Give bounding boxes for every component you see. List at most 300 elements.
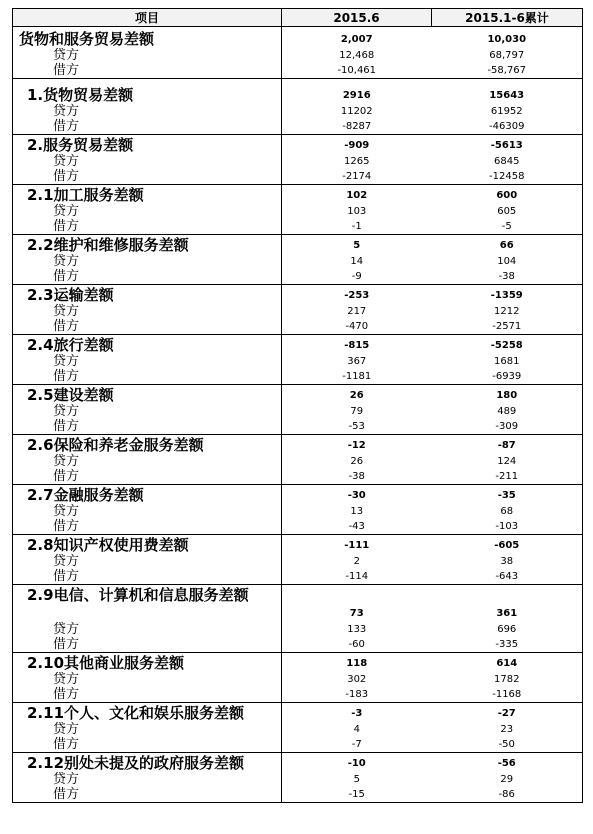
month-value: -10 bbox=[347, 758, 366, 769]
cumulative-value-cell bbox=[432, 435, 583, 455]
cumulative-value: -87 bbox=[497, 440, 516, 451]
cumulative-debit-value: -5 bbox=[501, 221, 512, 232]
month-credit-value: 14 bbox=[350, 256, 364, 267]
table-row-group bbox=[13, 385, 583, 435]
cumulative-credit-value: 696 bbox=[497, 624, 517, 635]
month-value-cell bbox=[282, 585, 432, 623]
month-value-cell bbox=[282, 285, 432, 305]
month-credit-cell bbox=[282, 304, 432, 319]
credit-label: 贷方 bbox=[53, 772, 80, 787]
cumulative-credit-cell bbox=[432, 404, 583, 419]
table-row-group bbox=[13, 435, 583, 485]
month-debit-value: -9 bbox=[351, 271, 362, 282]
credit-row bbox=[13, 104, 583, 119]
cumulative-debit-value: -643 bbox=[495, 571, 519, 582]
cumulative-value-cell bbox=[432, 703, 583, 723]
month-credit-value: 133 bbox=[347, 624, 367, 635]
month-credit-value: 79 bbox=[350, 406, 364, 417]
credit-row bbox=[13, 672, 583, 687]
month-credit-value: 2 bbox=[353, 556, 360, 567]
month-debit-value: -15 bbox=[348, 789, 365, 800]
month-value-cell bbox=[282, 703, 432, 723]
row-title-cell bbox=[13, 235, 282, 255]
header-item: 项目 bbox=[13, 9, 282, 27]
table-row bbox=[13, 653, 583, 673]
credit-label: 贷方 bbox=[53, 622, 80, 637]
month-value: 2916 bbox=[342, 90, 371, 101]
credit-row bbox=[13, 622, 583, 637]
table-row-group bbox=[13, 185, 583, 235]
month-debit-cell bbox=[282, 519, 432, 535]
table-row bbox=[13, 585, 583, 623]
debit-row bbox=[13, 369, 583, 385]
credit-row bbox=[13, 254, 583, 269]
credit-label: 贷方 bbox=[53, 304, 80, 319]
credit-label: 贷方 bbox=[53, 722, 80, 737]
cumulative-credit-cell bbox=[432, 454, 583, 469]
month-value: 118 bbox=[346, 658, 368, 669]
month-debit-value: -10,461 bbox=[337, 65, 377, 76]
cumulative-debit-cell bbox=[432, 63, 583, 79]
table-row bbox=[13, 79, 583, 105]
month-credit-cell bbox=[282, 504, 432, 519]
debit-row bbox=[13, 519, 583, 535]
month-debit-cell bbox=[282, 269, 432, 285]
month-credit-value: 11202 bbox=[340, 106, 373, 117]
row-title-cell bbox=[13, 753, 282, 773]
cumulative-credit-value: 124 bbox=[497, 456, 517, 467]
month-value: 73 bbox=[349, 608, 364, 619]
credit-label-cell bbox=[13, 454, 282, 469]
debit-label: 借方 bbox=[53, 419, 80, 434]
month-credit-value: 13 bbox=[350, 506, 364, 517]
debit-label: 借方 bbox=[53, 319, 80, 334]
month-debit-cell bbox=[282, 737, 432, 753]
month-value: 2,007 bbox=[340, 34, 373, 45]
table-row bbox=[13, 485, 583, 505]
cumulative-credit-value: 1212 bbox=[494, 306, 520, 317]
cumulative-value-cell bbox=[432, 235, 583, 255]
table-row-group bbox=[13, 585, 583, 653]
cumulative-value-cell bbox=[432, 585, 583, 623]
cumulative-debit-value: -1168 bbox=[492, 689, 522, 700]
debit-row bbox=[13, 687, 583, 703]
month-debit-value: -470 bbox=[345, 321, 369, 332]
cumulative-value: 600 bbox=[496, 190, 518, 201]
credit-label-cell bbox=[13, 48, 282, 63]
debit-label: 借方 bbox=[53, 119, 80, 134]
cumulative-debit-value: -46309 bbox=[489, 121, 525, 132]
table-row bbox=[13, 753, 583, 773]
row-title: 2.5建设差额 bbox=[27, 386, 114, 404]
table-row-group bbox=[13, 285, 583, 335]
cumulative-credit-value: 38 bbox=[500, 556, 514, 567]
credit-row bbox=[13, 354, 583, 369]
row-title: 2.11个人、文化和娱乐服务差额 bbox=[27, 704, 245, 722]
month-value-cell bbox=[282, 435, 432, 455]
debit-label: 借方 bbox=[53, 569, 80, 584]
table-row-group bbox=[13, 79, 583, 135]
debit-row bbox=[13, 169, 583, 185]
month-credit-value: 12,468 bbox=[339, 50, 375, 61]
credit-label: 贷方 bbox=[53, 254, 80, 269]
row-title-cell bbox=[13, 435, 282, 455]
debit-label-cell bbox=[13, 369, 282, 385]
cumulative-debit-value: -58,767 bbox=[487, 65, 527, 76]
cumulative-credit-cell bbox=[432, 722, 583, 737]
row-title-cell bbox=[13, 385, 282, 405]
credit-label-cell bbox=[13, 104, 282, 119]
month-debit-cell bbox=[282, 787, 432, 803]
credit-label-cell bbox=[13, 254, 282, 269]
month-value: -253 bbox=[344, 290, 370, 301]
month-value-cell bbox=[282, 385, 432, 405]
cumulative-debit-value: -335 bbox=[495, 639, 519, 650]
month-value-cell bbox=[282, 235, 432, 255]
month-value-cell bbox=[282, 185, 432, 205]
debit-label: 借方 bbox=[53, 519, 80, 534]
row-title-cell bbox=[13, 703, 282, 723]
debit-row bbox=[13, 219, 583, 235]
credit-label-cell bbox=[13, 672, 282, 687]
table-header-row bbox=[13, 9, 583, 27]
cumulative-debit-value: -2571 bbox=[492, 321, 522, 332]
month-value-cell bbox=[282, 653, 432, 673]
cumulative-value-cell bbox=[432, 753, 583, 773]
debit-label-cell bbox=[13, 119, 282, 135]
credit-row bbox=[13, 48, 583, 63]
row-title: 2.12别处未提及的政府服务差额 bbox=[27, 754, 245, 772]
cumulative-credit-value: 489 bbox=[497, 406, 517, 417]
row-title: 2.9电信、计算机和信息服务差额 bbox=[27, 586, 249, 604]
table-row bbox=[13, 27, 583, 49]
cumulative-credit-value: 605 bbox=[497, 206, 517, 217]
debit-label-cell bbox=[13, 319, 282, 335]
cumulative-credit-cell bbox=[432, 672, 583, 687]
header-month: 2015.6 bbox=[282, 9, 432, 27]
cumulative-credit-value: 68 bbox=[500, 506, 514, 517]
credit-label: 贷方 bbox=[53, 204, 80, 219]
cumulative-value-cell bbox=[432, 385, 583, 405]
debit-row bbox=[13, 469, 583, 485]
credit-label: 贷方 bbox=[53, 454, 80, 469]
debit-label-cell bbox=[13, 219, 282, 235]
credit-label: 贷方 bbox=[53, 672, 80, 687]
debit-row bbox=[13, 63, 583, 79]
cumulative-credit-value: 1782 bbox=[494, 674, 520, 685]
month-credit-cell bbox=[282, 404, 432, 419]
month-credit-cell bbox=[282, 254, 432, 269]
credit-row bbox=[13, 504, 583, 519]
debit-label: 借方 bbox=[53, 369, 80, 384]
debit-label: 借方 bbox=[53, 219, 80, 234]
cumulative-credit-cell bbox=[432, 622, 583, 637]
credit-label-cell bbox=[13, 622, 282, 637]
cumulative-value: -1359 bbox=[490, 290, 523, 301]
credit-label: 贷方 bbox=[53, 404, 80, 419]
row-title: 2.4旅行差额 bbox=[27, 336, 114, 354]
row-title: 1.货物贸易差额 bbox=[27, 86, 134, 104]
cumulative-value: 180 bbox=[496, 390, 518, 401]
month-value: -111 bbox=[344, 540, 370, 551]
debit-label-cell bbox=[13, 519, 282, 535]
month-value: -909 bbox=[344, 140, 370, 151]
row-title-cell bbox=[13, 135, 282, 155]
month-value: -30 bbox=[347, 490, 366, 501]
month-value-cell bbox=[282, 135, 432, 155]
debit-label-cell bbox=[13, 637, 282, 653]
debit-label-cell bbox=[13, 419, 282, 435]
cumulative-value: -27 bbox=[497, 708, 516, 719]
table-row-group bbox=[13, 535, 583, 585]
credit-label-cell bbox=[13, 204, 282, 219]
cumulative-debit-cell bbox=[432, 169, 583, 185]
credit-label-cell bbox=[13, 304, 282, 319]
credit-label-cell bbox=[13, 154, 282, 169]
debit-label-cell bbox=[13, 63, 282, 79]
table-row-group bbox=[13, 653, 583, 703]
cumulative-value-cell bbox=[432, 285, 583, 305]
table-row bbox=[13, 703, 583, 723]
row-title-cell bbox=[13, 485, 282, 505]
debit-label: 借方 bbox=[53, 737, 80, 752]
cumulative-value: -5258 bbox=[490, 340, 523, 351]
debit-label: 借方 bbox=[53, 469, 80, 484]
cumulative-debit-cell bbox=[432, 519, 583, 535]
month-credit-cell bbox=[282, 622, 432, 637]
month-credit-cell bbox=[282, 454, 432, 469]
cumulative-value-cell bbox=[432, 535, 583, 555]
cumulative-value: -56 bbox=[497, 758, 516, 769]
debit-row bbox=[13, 637, 583, 653]
month-value: -815 bbox=[344, 340, 370, 351]
month-credit-cell bbox=[282, 554, 432, 569]
cumulative-credit-cell bbox=[432, 554, 583, 569]
month-debit-cell bbox=[282, 687, 432, 703]
cumulative-credit-value: 104 bbox=[497, 256, 517, 267]
cumulative-debit-cell bbox=[432, 787, 583, 803]
row-title-cell bbox=[13, 285, 282, 305]
cumulative-credit-cell bbox=[432, 304, 583, 319]
debit-label-cell bbox=[13, 737, 282, 753]
month-value-cell bbox=[282, 753, 432, 773]
month-debit-cell bbox=[282, 219, 432, 235]
cumulative-value-cell bbox=[432, 653, 583, 673]
cumulative-credit-cell bbox=[432, 204, 583, 219]
month-debit-cell bbox=[282, 569, 432, 585]
debit-label-cell bbox=[13, 269, 282, 285]
debit-label: 借方 bbox=[53, 63, 80, 78]
cumulative-debit-cell bbox=[432, 119, 583, 135]
credit-row bbox=[13, 154, 583, 169]
cumulative-credit-cell bbox=[432, 504, 583, 519]
month-debit-cell bbox=[282, 63, 432, 79]
cumulative-debit-value: -12458 bbox=[489, 171, 525, 182]
credit-label: 贷方 bbox=[53, 154, 80, 169]
row-title-cell bbox=[13, 585, 282, 623]
month-debit-cell bbox=[282, 169, 432, 185]
table-row-group bbox=[13, 135, 583, 185]
cumulative-credit-value: 23 bbox=[500, 724, 514, 735]
month-debit-value: -8287 bbox=[342, 121, 372, 132]
cumulative-debit-cell bbox=[432, 569, 583, 585]
month-debit-value: -38 bbox=[348, 471, 365, 482]
debit-row bbox=[13, 419, 583, 435]
month-credit-cell bbox=[282, 48, 432, 63]
debit-label-cell bbox=[13, 569, 282, 585]
debit-label-cell bbox=[13, 469, 282, 485]
row-title: 2.6保险和养老金服务差额 bbox=[27, 436, 204, 454]
debit-row bbox=[13, 269, 583, 285]
cumulative-debit-cell bbox=[432, 419, 583, 435]
table-row-group bbox=[13, 335, 583, 385]
cumulative-credit-cell bbox=[432, 772, 583, 787]
cumulative-debit-value: -103 bbox=[495, 521, 519, 532]
month-debit-value: -1181 bbox=[342, 371, 372, 382]
row-title-cell bbox=[13, 653, 282, 673]
row-title: 2.3运输差额 bbox=[27, 286, 114, 304]
cumulative-debit-cell bbox=[432, 687, 583, 703]
month-credit-value: 217 bbox=[347, 306, 367, 317]
debit-row bbox=[13, 737, 583, 753]
cumulative-debit-cell bbox=[432, 269, 583, 285]
month-credit-value: 367 bbox=[347, 356, 367, 367]
table-row bbox=[13, 185, 583, 205]
row-title-cell bbox=[13, 27, 282, 49]
debit-label-cell bbox=[13, 687, 282, 703]
debit-row bbox=[13, 787, 583, 803]
month-debit-cell bbox=[282, 419, 432, 435]
month-debit-value: -1 bbox=[351, 221, 362, 232]
credit-label: 贷方 bbox=[53, 554, 80, 569]
cumulative-debit-cell bbox=[432, 319, 583, 335]
month-value-cell bbox=[282, 335, 432, 355]
credit-row bbox=[13, 454, 583, 469]
credit-row bbox=[13, 772, 583, 787]
row-title: 货物和服务贸易差额 bbox=[19, 30, 155, 48]
trade-balance-table bbox=[12, 8, 583, 803]
cumulative-credit-value: 6845 bbox=[494, 156, 520, 167]
month-value-cell bbox=[282, 485, 432, 505]
cumulative-debit-cell bbox=[432, 469, 583, 485]
credit-row bbox=[13, 722, 583, 737]
cumulative-debit-cell bbox=[432, 219, 583, 235]
credit-label: 贷方 bbox=[53, 48, 80, 63]
month-debit-value: -183 bbox=[345, 689, 369, 700]
credit-label-cell bbox=[13, 404, 282, 419]
credit-label-cell bbox=[13, 354, 282, 369]
month-debit-value: -7 bbox=[351, 739, 362, 750]
credit-label-cell bbox=[13, 504, 282, 519]
month-credit-value: 4 bbox=[353, 724, 360, 735]
table-row-group bbox=[13, 235, 583, 285]
cumulative-value-cell bbox=[432, 79, 583, 105]
month-value: 5 bbox=[353, 240, 361, 251]
cumulative-value-cell bbox=[432, 27, 583, 49]
table-row bbox=[13, 135, 583, 155]
row-title: 2.1加工服务差额 bbox=[27, 186, 144, 204]
month-debit-value: -53 bbox=[348, 421, 365, 432]
month-debit-value: -114 bbox=[345, 571, 369, 582]
cumulative-value: 66 bbox=[499, 240, 514, 251]
month-debit-value: -43 bbox=[348, 521, 365, 532]
month-debit-value: -2174 bbox=[342, 171, 372, 182]
row-title: 2.2维护和维修服务差额 bbox=[27, 236, 189, 254]
cumulative-value: 10,030 bbox=[487, 34, 527, 45]
month-value: 102 bbox=[346, 190, 368, 201]
row-title: 2.10其他商业服务差额 bbox=[27, 654, 185, 672]
row-title: 2.8知识产权使用费差额 bbox=[27, 536, 189, 554]
credit-label: 贷方 bbox=[53, 104, 80, 119]
month-credit-cell bbox=[282, 204, 432, 219]
credit-row bbox=[13, 204, 583, 219]
month-credit-value: 5 bbox=[353, 774, 360, 785]
cumulative-credit-value: 68,797 bbox=[489, 50, 525, 61]
cumulative-debit-cell bbox=[432, 737, 583, 753]
month-debit-cell bbox=[282, 469, 432, 485]
debit-label-cell bbox=[13, 787, 282, 803]
credit-row bbox=[13, 404, 583, 419]
cumulative-debit-cell bbox=[432, 369, 583, 385]
table-row bbox=[13, 385, 583, 405]
month-credit-cell bbox=[282, 104, 432, 119]
header-cumulative: 2015.1-6累计 bbox=[432, 9, 583, 27]
cumulative-debit-value: -50 bbox=[498, 739, 515, 750]
month-value: -12 bbox=[347, 440, 366, 451]
cumulative-credit-value: 1681 bbox=[494, 356, 520, 367]
cumulative-credit-cell bbox=[432, 48, 583, 63]
table-row-group bbox=[13, 703, 583, 753]
cumulative-value-cell bbox=[432, 335, 583, 355]
table-row-group bbox=[13, 753, 583, 803]
cumulative-value-cell bbox=[432, 135, 583, 155]
month-credit-value: 302 bbox=[347, 674, 367, 685]
month-debit-cell bbox=[282, 319, 432, 335]
cumulative-debit-value: -38 bbox=[498, 271, 515, 282]
credit-label-cell bbox=[13, 554, 282, 569]
debit-label: 借方 bbox=[53, 637, 80, 652]
cumulative-credit-cell bbox=[432, 154, 583, 169]
debit-label: 借方 bbox=[53, 269, 80, 284]
month-debit-cell bbox=[282, 119, 432, 135]
month-credit-cell bbox=[282, 354, 432, 369]
cumulative-debit-value: -86 bbox=[498, 789, 515, 800]
month-debit-cell bbox=[282, 369, 432, 385]
month-value-cell bbox=[282, 535, 432, 555]
credit-label: 贷方 bbox=[53, 354, 80, 369]
debit-label-cell bbox=[13, 169, 282, 185]
debit-row bbox=[13, 119, 583, 135]
month-debit-value: -60 bbox=[348, 639, 365, 650]
cumulative-value: 361 bbox=[496, 608, 518, 619]
cumulative-value-cell bbox=[432, 485, 583, 505]
table-row-group bbox=[13, 27, 583, 79]
month-credit-cell bbox=[282, 772, 432, 787]
month-credit-value: 26 bbox=[350, 456, 364, 467]
cumulative-credit-value: 61952 bbox=[490, 106, 523, 117]
row-title-cell bbox=[13, 535, 282, 555]
table-row bbox=[13, 235, 583, 255]
debit-row bbox=[13, 569, 583, 585]
cumulative-credit-cell bbox=[432, 354, 583, 369]
debit-label: 借方 bbox=[53, 169, 80, 184]
credit-label: 贷方 bbox=[53, 504, 80, 519]
row-title-cell bbox=[13, 185, 282, 205]
month-credit-value: 103 bbox=[347, 206, 367, 217]
month-value: 26 bbox=[349, 390, 364, 401]
table-row bbox=[13, 535, 583, 555]
cumulative-debit-value: -211 bbox=[495, 471, 519, 482]
